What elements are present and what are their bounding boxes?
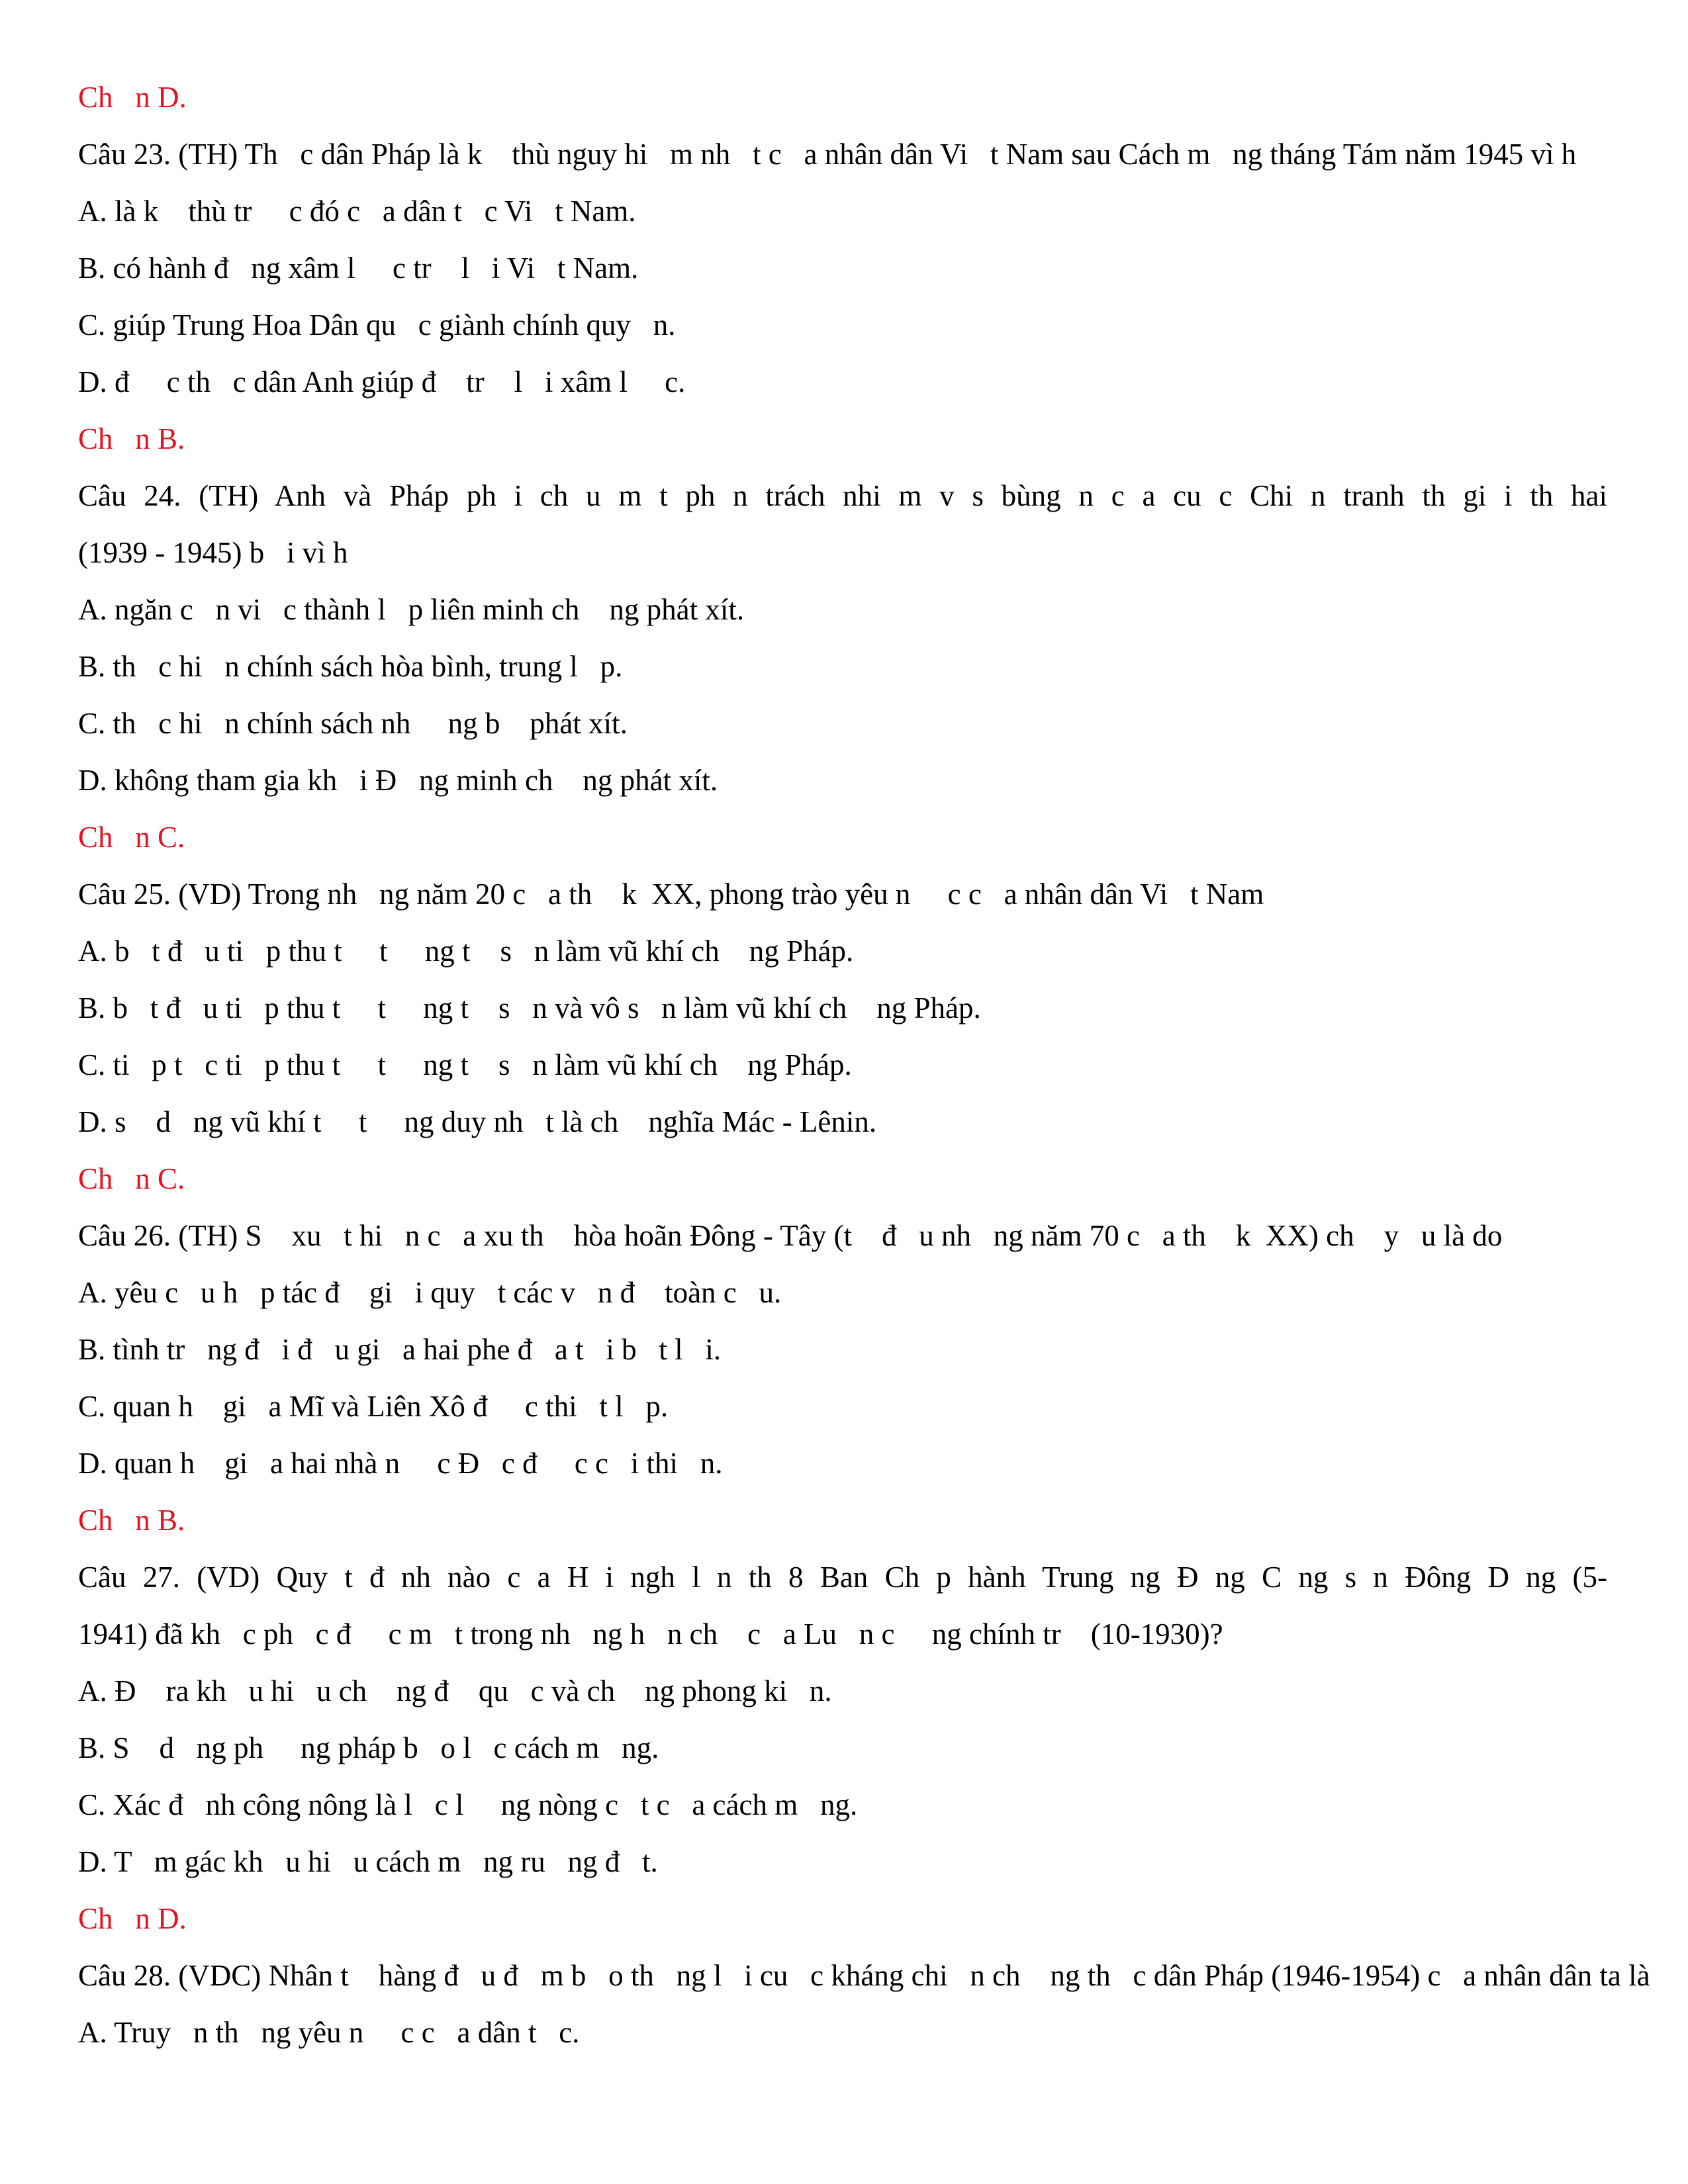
question-line: Câu 26. (TH) S xu t hi n c a xu th hòa hoãn Đông - Tây (t đ u nh ng năm 70 c a th k XX) ch y u là do [78,1219,1503,1252]
answer-line: Ch n B. [78,422,185,455]
answer-line: Ch n B. [78,1504,185,1537]
option-line: D. s d ng vũ khí t t ng duy nh t là ch nghĩa Mác - Lênin. [78,1105,877,1138]
question-line: Câu 24. (TH) Anh và Pháp ph i ch u m t ph n trách nhi m v s bùng n c a cu c Chi n tranh th gi i th hai [78,479,1607,512]
question-line: (1939 - 1945) b i vì h [78,536,348,569]
option-line: C. Xác đ nh công nông là l c l ng nòng c t c a cách m ng. [78,1788,858,1821]
option-line: A. b t đ u ti p thu t t ng t s n làm vũ khí ch ng Pháp. [78,934,854,968]
option-line: B. tình tr ng đ i đ u gi a hai phe đ a t i b t l i. [78,1333,722,1366]
option-line: C. ti p t c ti p thu t t ng t s n làm vũ khí ch ng Pháp. [78,1048,852,1081]
question-line: Câu 27. (VD) Quy t đ nh nào c a H i ngh l n th 8 Ban Ch p hành Trung ng Đ ng C ng s n Đông D ng (5- [78,1561,1607,1594]
option-line: C. th c hi n chính sách nh ng b phát xít. [78,707,628,740]
answer-line: Ch n D. [78,81,187,114]
option-line: A. Truy n th ng yêu n c c a dân t c. [78,2016,580,2049]
question-line: Câu 25. (VD) Trong nh ng năm 20 c a th k XX, phong trào yêu n c c a nhân dân Vi t Nam [78,878,1264,911]
option-line: D. T m gác kh u hi u cách m ng ru ng đ t. [78,1845,658,1878]
option-line: B. th c hi n chính sách hòa bình, trung l p. [78,650,623,683]
question-line: Câu 28. (VDC) Nhân t hàng đ u đ m b o th ng l i cu c kháng chi n ch ng th c dân Pháp (1946-1954) c a nhân dân ta là [78,1959,1650,1992]
option-line: C. quan h gi a Mĩ và Liên Xô đ c thi t l p. [78,1390,669,1423]
option-line: D. quan h gi a hai nhà n c Đ c đ c c i thi n. [78,1447,723,1480]
option-line: B. b t đ u ti p thu t t ng t s n và vô s n làm vũ khí ch ng Pháp. [78,991,981,1024]
option-line: C. giúp Trung Hoa Dân qu c giành chính quy n. [78,308,676,341]
option-line: B. S d ng ph ng pháp b o l c cách m ng. [78,1731,659,1764]
question-line: Câu 23. (TH) Th c dân Pháp là k thù nguy hi m nh t c a nhân dân Vi t Nam sau Cách m ng tháng Tám năm 1945 vì h [78,138,1577,171]
option-line: D. không tham gia kh i Đ ng minh ch ng phát xít. [78,764,718,797]
answer-line: Ch n C. [78,1162,185,1195]
answer-line: Ch n D. [78,1902,187,1935]
option-line: A. là k thù tr c đó c a dân t c Vi t Nam. [78,195,636,228]
option-line: A. Đ ra kh u hi u ch ng đ qu c và ch ng phong ki n. [78,1674,832,1707]
option-line: A. ngăn c n vi c thành l p liên minh ch ng phát xít. [78,593,745,626]
answer-line: Ch n C. [78,821,185,854]
option-line: A. yêu c u h p tác đ gi i quy t các v n đ toàn c u. [78,1276,782,1309]
question-line: 1941) đã kh c ph c đ c m t trong nh ng h n ch c a Lu n c ng chính tr (10-1930)? [78,1617,1223,1651]
option-line: B. có hành đ ng xâm l c tr l i Vi t Nam. [78,251,639,285]
document-page [78,77,1650,2069]
option-line: D. đ c th c dân Anh giúp đ tr l i xâm l c. [78,365,686,398]
